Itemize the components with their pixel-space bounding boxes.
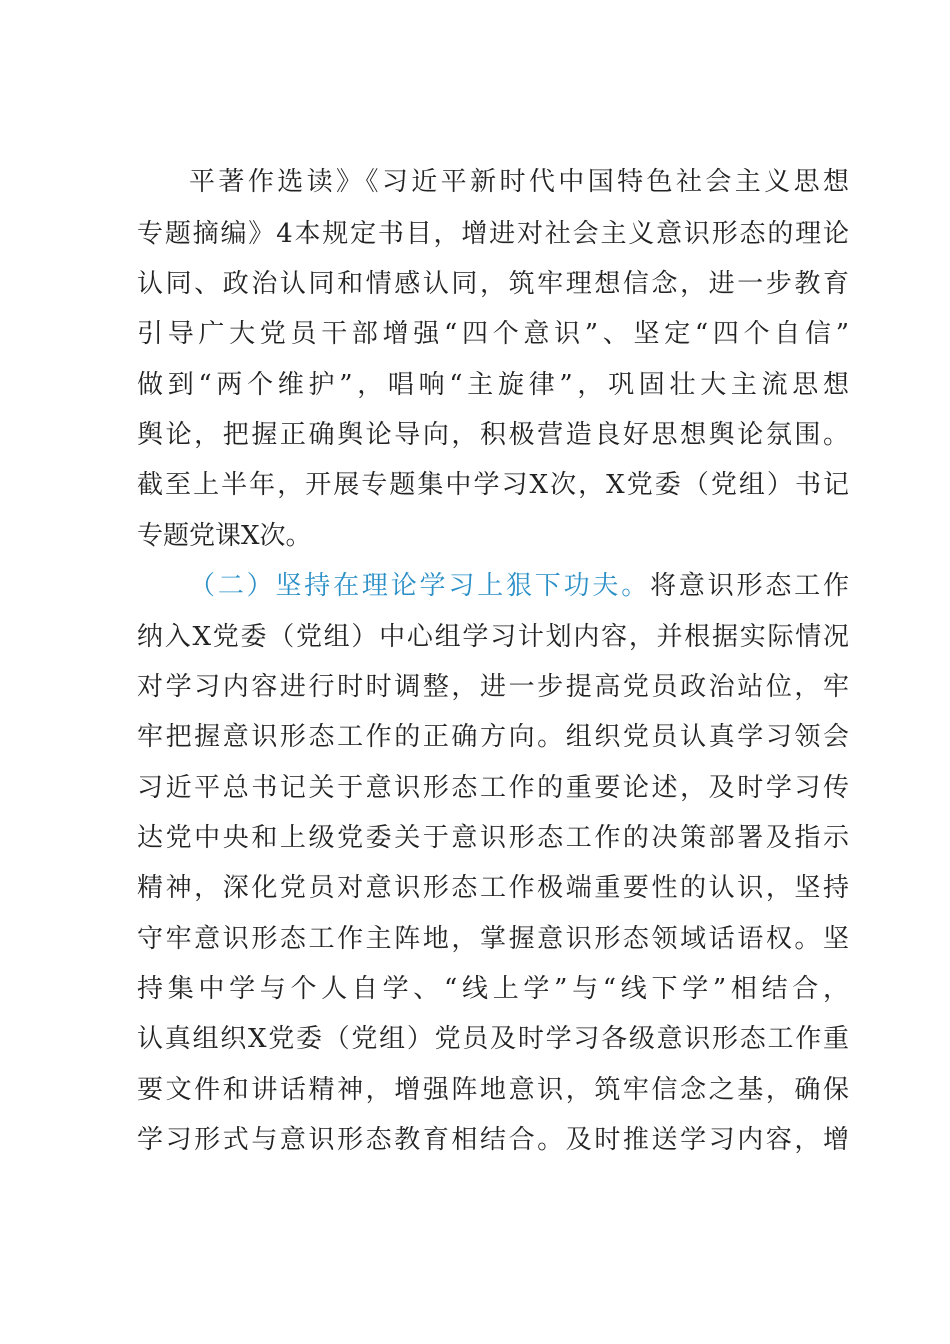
paragraph2-line-7: 精神，深化党员对意识形态工作极端重要性的认识，坚持	[137, 873, 849, 903]
paragraph1-line-5: 做到“两个维护”，唱响“主旋律”，巩固壮大主流思想	[137, 370, 849, 400]
paragraph2-line-9: 持集中学与个人自学、“线上学”与“线下学”相结合，	[137, 974, 849, 1004]
paragraph2-line-12: 学习形式与意识形态教育相结合。及时推送学习内容，增	[137, 1125, 849, 1155]
paragraph2-line-6: 达党中央和上级党委关于意识形态工作的决策部署及指示	[137, 823, 849, 853]
paragraph2-line-11: 要文件和讲话精神，增强阵地意识，筑牢信念之基，确保	[137, 1075, 849, 1105]
paragraph2-line-2: 纳入X党委（党组）中心组学习计划内容，并根据实际情况	[137, 622, 849, 652]
paragraph1-line-1: 平著作选读》《习近平新时代中国特色社会主义思想	[189, 167, 849, 197]
paragraph1-line-4: 引导广大党员干部增强“四个意识”、坚定“四个自信”	[137, 319, 849, 349]
paragraph1-line-7: 截至上半年，开展专题集中学习X次，X党委（党组）书记	[137, 470, 849, 500]
paragraph2-line-5: 习近平总书记关于意识形态工作的重要论述，及时学习传	[137, 773, 849, 803]
paragraph1-line-8: 专题党课X次。	[137, 521, 312, 551]
paragraph2-first-line-text: 将意识形态工作	[650, 571, 849, 601]
paragraph2-line-3: 对学习内容进行时时调整，进一步提高党员政治站位，牢	[137, 672, 849, 702]
paragraph1-line-6: 舆论，把握正确舆论导向，积极营造良好思想舆论氛围。	[137, 420, 849, 450]
paragraph2-line-8: 守牢意识形态工作主阵地，掌握意识形态领域话语权。坚	[137, 924, 849, 954]
paragraph2-first-line	[189, 566, 849, 606]
section-heading: （二）坚持在理论学习上狠下功夫。	[189, 571, 651, 601]
paragraph2-line-4: 牢把握意识形态工作的正确方向。组织党员认真学习领会	[137, 722, 849, 752]
paragraph1-line-2: 专题摘编》4本规定书目，增进对社会主义意识形态的理论	[137, 219, 849, 249]
paragraph2-line-10: 认真组织X党委（党组）党员及时学习各级意识形态工作重	[137, 1024, 849, 1054]
paragraph1-line-3: 认同、政治认同和情感认同，筑牢理想信念，进一步教育	[137, 269, 849, 299]
